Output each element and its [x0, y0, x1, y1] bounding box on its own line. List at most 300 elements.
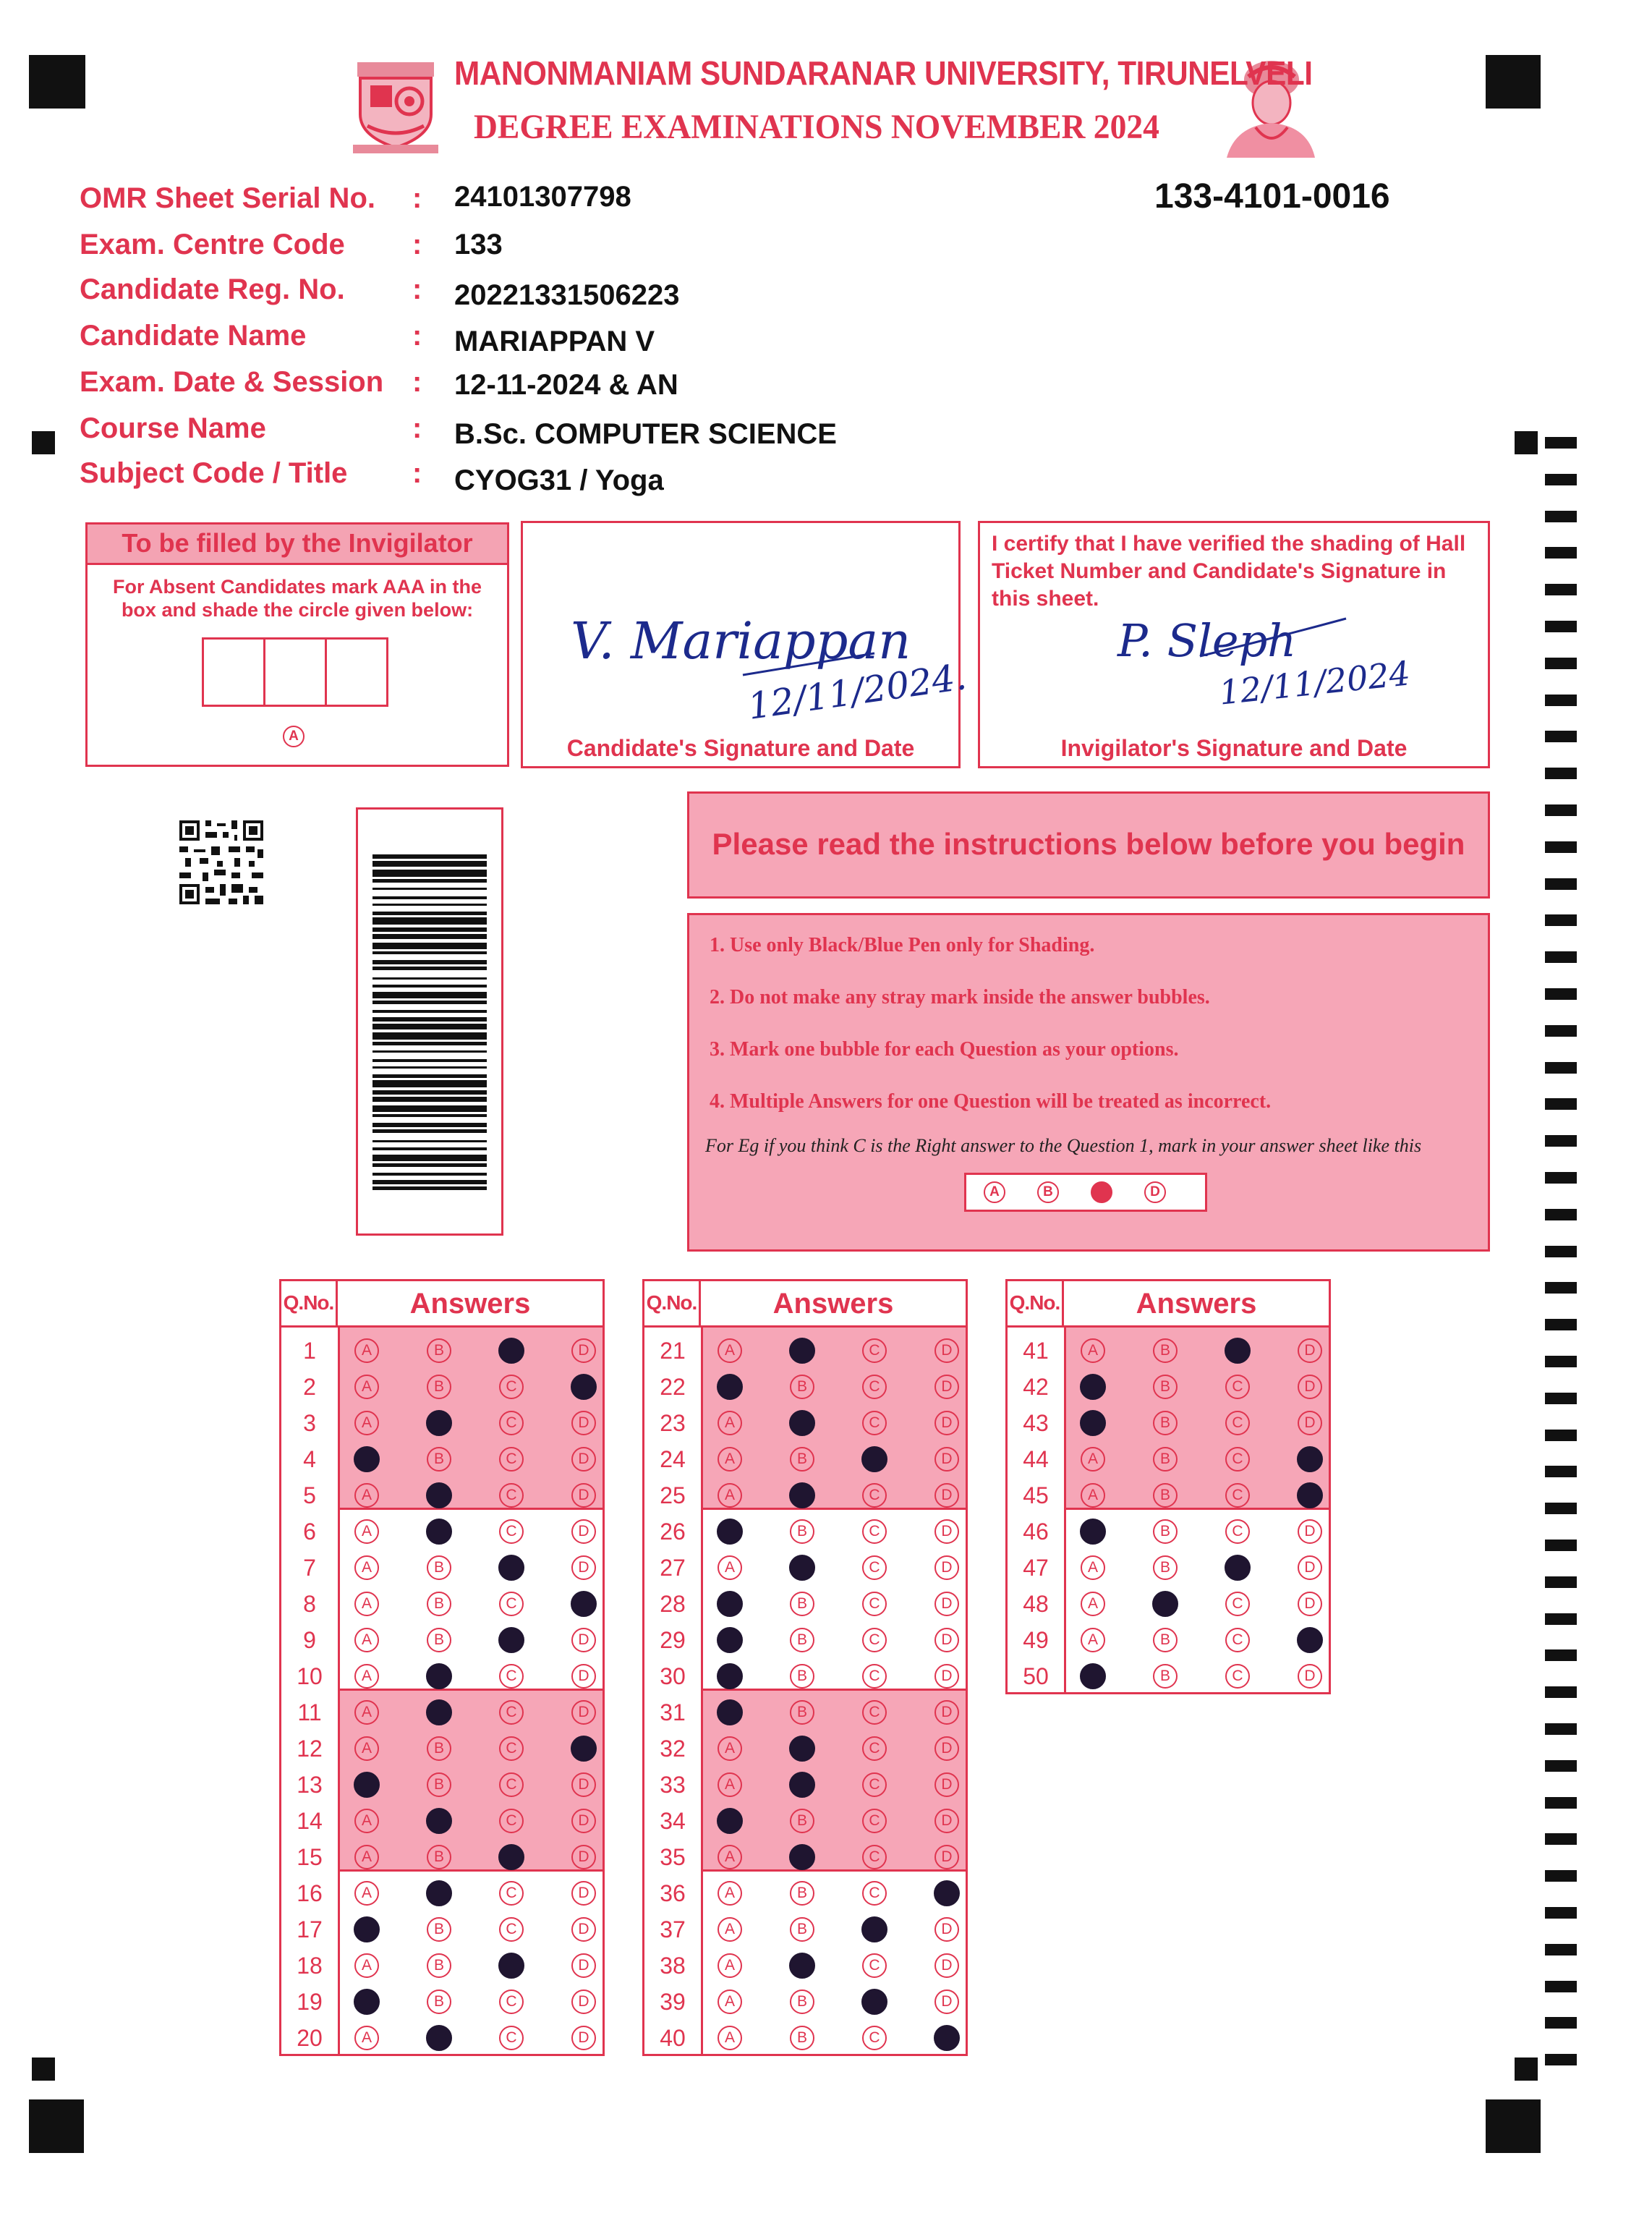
answer-bubble-q14-a[interactable]: A: [354, 1809, 379, 1833]
answer-bubble-q3-a[interactable]: A: [354, 1411, 379, 1435]
answer-bubble-q5-a[interactable]: A: [354, 1483, 379, 1508]
answer-bubble-q10-c[interactable]: C: [499, 1664, 524, 1689]
answer-bubble-q35-a[interactable]: A: [718, 1845, 742, 1869]
barcode-bar: [372, 888, 487, 890]
answer-bubble-q44-d[interactable]: [1297, 1446, 1323, 1472]
instruction-item: 4. Multiple Answers for one Question will be treated as incorrect.: [710, 1090, 1272, 1113]
question-number: 48: [1023, 1591, 1049, 1617]
answer-bubble-q44-b[interactable]: B: [1153, 1447, 1178, 1472]
answer-bubble-q45-a[interactable]: A: [1081, 1483, 1105, 1508]
barcode-bar: [372, 1123, 487, 1127]
answer-bubble-q11-b[interactable]: [426, 1699, 452, 1725]
instruction-item: 1. Use only Black/Blue Pen only for Shading.: [710, 934, 1095, 956]
answer-bubble-q46-a[interactable]: [1080, 1519, 1106, 1545]
barcode-bar: [372, 1066, 487, 1069]
timing-mark: [1545, 1649, 1577, 1661]
answer-bubble-q30-a[interactable]: [717, 1663, 743, 1689]
answer-bubble-q36-a[interactable]: A: [718, 1881, 742, 1906]
sheet-code: 133-4101-0016: [1154, 177, 1390, 216]
answer-bubble-q17-c[interactable]: C: [499, 1917, 524, 1942]
answer-bubble-q39-d[interactable]: D: [934, 1989, 959, 2014]
answer-bubble-q49-b[interactable]: B: [1153, 1628, 1178, 1652]
block-divider: [703, 1508, 966, 1510]
answer-bubble-q1-b[interactable]: B: [427, 1338, 451, 1363]
answer-bubble-q31-b[interactable]: B: [790, 1700, 814, 1725]
answer-bubble-q16-c[interactable]: C: [499, 1881, 524, 1906]
timing-mark: [1545, 1723, 1577, 1735]
answer-bubble-q24-b[interactable]: B: [790, 1447, 814, 1472]
answer-bubble-q31-a[interactable]: [717, 1699, 743, 1725]
barcode-bar: [372, 934, 487, 939]
question-number: 28: [660, 1591, 686, 1617]
answer-bubble-q7-a[interactable]: A: [354, 1555, 379, 1580]
answer-bubble-q20-c[interactable]: C: [499, 2026, 524, 2050]
timing-mark: [1545, 1135, 1577, 1147]
answer-bubble-q23-b[interactable]: [789, 1410, 815, 1436]
answer-bubble-q50-b[interactable]: B: [1153, 1664, 1178, 1689]
question-number: 15: [297, 1844, 323, 1870]
answer-bubble-q36-c[interactable]: C: [862, 1881, 887, 1906]
answer-bubble-q43-a[interactable]: [1080, 1410, 1106, 1436]
answer-bubble-q4-b[interactable]: B: [427, 1447, 451, 1472]
answer-bubble-q42-d[interactable]: D: [1298, 1375, 1322, 1399]
answer-bubble-q9-b[interactable]: B: [427, 1628, 451, 1652]
answer-bubble-q50-a[interactable]: [1080, 1663, 1106, 1689]
barcode-bar: [372, 1105, 487, 1112]
timing-mark: [1545, 1466, 1577, 1477]
barcode-bar: [372, 951, 487, 954]
answer-bubble-q26-d[interactable]: D: [934, 1519, 959, 1544]
answer-bubble-q40-d[interactable]: [934, 2025, 960, 2051]
answer-bubble-q48-d[interactable]: D: [1298, 1592, 1322, 1616]
answer-bubble-q3-d[interactable]: D: [571, 1411, 596, 1435]
answer-bubble-q47-c[interactable]: [1225, 1555, 1251, 1581]
barcode-bar: [372, 943, 487, 949]
answer-bubble-q44-c[interactable]: C: [1225, 1447, 1250, 1472]
answer-bubble-q33-d[interactable]: D: [934, 1772, 959, 1797]
answer-bubble-q44-a[interactable]: A: [1081, 1447, 1105, 1472]
question-number: 4: [303, 1446, 316, 1472]
answer-bubble-q21-c[interactable]: C: [862, 1338, 887, 1363]
question-number: 11: [297, 1699, 322, 1725]
answer-bubble-q26-a[interactable]: [717, 1519, 743, 1545]
info-label: Course Name: [80, 412, 266, 444]
answer-bubble-q41-a[interactable]: A: [1081, 1338, 1105, 1363]
answer-bubble-q23-d[interactable]: D: [934, 1411, 959, 1435]
absent-entry-box-3[interactable]: [325, 637, 388, 707]
answer-bubble-q35-c[interactable]: C: [862, 1845, 887, 1869]
timing-mark: [1545, 1833, 1577, 1845]
answer-bubble-q15-b[interactable]: B: [427, 1845, 451, 1869]
question-number: 45: [1023, 1482, 1049, 1508]
answer-bubble-q22-a[interactable]: [717, 1374, 743, 1400]
answer-bubble-q34-b[interactable]: B: [790, 1809, 814, 1833]
answer-bubble-q14-b[interactable]: [426, 1808, 452, 1834]
answer-bubble-q19-c[interactable]: C: [499, 1989, 524, 2014]
answer-bubble-q4-a[interactable]: [354, 1446, 380, 1472]
answer-bubble-q34-c[interactable]: C: [862, 1809, 887, 1833]
answer-bubble-q3-c[interactable]: C: [499, 1411, 524, 1435]
question-number: 39: [660, 1989, 686, 2015]
info-label: OMR Sheet Serial No.: [80, 182, 375, 214]
answer-bubble-q19-d[interactable]: D: [571, 1989, 596, 2014]
answer-bubble-q32-b[interactable]: [789, 1736, 815, 1762]
answer-bubble-q32-a[interactable]: A: [718, 1736, 742, 1761]
answer-bubble-q36-b[interactable]: B: [790, 1881, 814, 1906]
answer-bubble-q3-b[interactable]: [426, 1410, 452, 1436]
timing-mark: [1545, 1503, 1577, 1514]
question-number: 16: [297, 1880, 323, 1906]
answer-bubble-q11-c[interactable]: C: [499, 1700, 524, 1725]
answer-bubble-q16-b[interactable]: [426, 1880, 452, 1906]
barcode-bar: [372, 1114, 487, 1117]
answer-bubble-q45-d[interactable]: [1297, 1482, 1323, 1508]
answer-bubble-q45-c[interactable]: C: [1225, 1483, 1250, 1508]
absent-instruction-text: For Absent Candidates mark AAA in the box and shade the circle given below:: [112, 576, 482, 621]
barcode-bar: [372, 912, 487, 915]
answer-bubble-q26-c[interactable]: C: [862, 1519, 887, 1544]
answer-bubble-q25-b[interactable]: [789, 1482, 815, 1508]
answer-bubble-q5-b[interactable]: [426, 1482, 452, 1508]
answer-bubble-q8-a[interactable]: A: [354, 1592, 379, 1616]
info-value: B.Sc. COMPUTER SCIENCE: [454, 418, 837, 450]
answer-bubble-q23-c[interactable]: C: [862, 1411, 887, 1435]
answer-bubble-q5-c[interactable]: C: [499, 1483, 524, 1508]
answer-bubble-q14-d[interactable]: D: [571, 1809, 596, 1833]
info-colon: :: [412, 366, 422, 398]
answer-bubble-q16-a[interactable]: A: [354, 1881, 379, 1906]
answer-bubble-q17-b[interactable]: B: [427, 1917, 451, 1942]
answer-bubble-q34-d[interactable]: D: [934, 1809, 959, 1833]
answer-bubble-q43-d[interactable]: D: [1298, 1411, 1322, 1435]
answer-bubble-q33-c[interactable]: C: [862, 1772, 887, 1797]
barcode-bar: [372, 1180, 487, 1184]
answer-bubble-q46-d[interactable]: D: [1298, 1519, 1322, 1544]
answer-bubble-q45-b[interactable]: B: [1153, 1483, 1178, 1508]
answer-bubble-q31-c[interactable]: C: [862, 1700, 887, 1725]
answer-bubble-q32-c[interactable]: C: [862, 1736, 887, 1761]
barcode-bar: [372, 1140, 487, 1142]
answer-bubble-q31-d[interactable]: D: [934, 1700, 959, 1725]
answer-bubble-q16-d[interactable]: D: [571, 1881, 596, 1906]
answer-bubble-q22-c[interactable]: C: [862, 1375, 887, 1399]
timing-mark: [1545, 878, 1577, 890]
timing-mark: [1545, 658, 1577, 669]
answer-bubble-q28-d[interactable]: D: [934, 1592, 959, 1616]
barcode-bar: [372, 992, 487, 998]
answer-bubble-q36-d[interactable]: [934, 1880, 960, 1906]
answer-bubble-q25-a[interactable]: A: [718, 1483, 742, 1508]
answer-bubble-q2-b[interactable]: B: [427, 1375, 451, 1399]
answer-bubble-q13-c[interactable]: C: [499, 1772, 524, 1797]
question-number: 38: [660, 1953, 686, 1979]
registration-mark-bottom-left: [29, 2099, 84, 2153]
answer-bubble-q20-d[interactable]: D: [571, 2026, 596, 2050]
answer-bubble-q9-d[interactable]: D: [571, 1628, 596, 1652]
answer-bubble-q4-c[interactable]: C: [499, 1447, 524, 1472]
answer-bubble-q42-a[interactable]: [1080, 1374, 1106, 1400]
answer-bubble-q22-b[interactable]: B: [790, 1375, 814, 1399]
answer-bubble-q37-c[interactable]: [861, 1916, 887, 1942]
block-divider: [340, 1508, 603, 1510]
row-band: [340, 1328, 603, 1508]
info-value: CYOG31 / Yoga: [454, 464, 664, 496]
answer-bubble-q14-c[interactable]: C: [499, 1809, 524, 1833]
answer-bubble-q30-b[interactable]: B: [790, 1664, 814, 1689]
answer-bubble-q29-d[interactable]: D: [934, 1628, 959, 1652]
answer-bubble-q13-a[interactable]: [354, 1772, 380, 1798]
barcode-bar: [372, 1050, 487, 1053]
answer-bubble-q6-b[interactable]: [426, 1519, 452, 1545]
answer-bubble-q35-d[interactable]: D: [934, 1845, 959, 1869]
answer-bubble-q33-b[interactable]: [789, 1772, 815, 1798]
answer-bubble-q15-a[interactable]: A: [354, 1845, 379, 1869]
block-divider: [703, 1689, 966, 1691]
answer-bubble-q39-c[interactable]: [861, 1989, 887, 2015]
answer-bubble-q7-d[interactable]: D: [571, 1555, 596, 1580]
answer-bubble-q29-b[interactable]: B: [790, 1628, 814, 1652]
timing-mark: [1545, 768, 1577, 779]
answer-bubble-q18-a[interactable]: A: [354, 1953, 379, 1978]
absent-bubble[interactable]: A: [283, 726, 305, 747]
info-value: 12-11-2024 & AN: [454, 369, 678, 401]
answer-bubble-q1-a[interactable]: A: [354, 1338, 379, 1363]
answer-bubble-q43-b[interactable]: B: [1153, 1411, 1178, 1435]
answer-bubble-q40-c[interactable]: C: [862, 2026, 887, 2050]
answer-bubble-q37-a[interactable]: A: [718, 1917, 742, 1942]
answer-bubble-q2-c[interactable]: C: [499, 1375, 524, 1399]
row-band: [703, 1689, 966, 1870]
answer-bubble-q24-d[interactable]: D: [934, 1447, 959, 1472]
answer-bubble-q18-c[interactable]: [498, 1953, 524, 1979]
answer-bubble-q21-d[interactable]: D: [934, 1338, 959, 1363]
answer-bubble-q15-c[interactable]: [498, 1844, 524, 1870]
registration-mark-top-right: [1486, 55, 1541, 109]
timing-mark: [1545, 1870, 1577, 1882]
answer-bubble-q39-a[interactable]: A: [718, 1989, 742, 2014]
answer-bubble-q28-c[interactable]: C: [862, 1592, 887, 1616]
answer-bubble-q39-b[interactable]: B: [790, 1989, 814, 2014]
answer-bubble-q27-d[interactable]: D: [934, 1555, 959, 1580]
answer-bubble-q21-b[interactable]: [789, 1338, 815, 1364]
answer-bubble-q41-d[interactable]: D: [1298, 1338, 1322, 1363]
instruction-item: 2. Do not make any stray mark inside the answer bubbles.: [710, 986, 1210, 1008]
timing-mark: [1545, 731, 1577, 742]
answer-bubble-q29-c[interactable]: C: [862, 1628, 887, 1652]
answer-bubble-q13-b[interactable]: B: [427, 1772, 451, 1797]
question-number: 20: [297, 2025, 323, 2051]
question-number: 18: [297, 1953, 323, 1979]
timing-mark: [1545, 1944, 1577, 1955]
answer-bubble-q42-b[interactable]: B: [1153, 1375, 1178, 1399]
answer-bubble-q40-a[interactable]: A: [718, 2026, 742, 2050]
answer-bubble-q20-b[interactable]: [426, 2025, 452, 2051]
timing-mark: [1545, 951, 1577, 963]
question-number: 9: [303, 1627, 316, 1653]
answer-bubble-q19-a[interactable]: [354, 1989, 380, 2015]
block-divider: [340, 1689, 603, 1691]
barcode-bar: [372, 1129, 487, 1133]
answer-bubble-q47-d[interactable]: D: [1298, 1555, 1322, 1580]
answer-bubble-q12-b[interactable]: B: [427, 1736, 451, 1761]
answer-bubble-q38-d[interactable]: D: [934, 1953, 959, 1978]
info-colon: :: [412, 229, 422, 260]
answer-bubble-q12-a[interactable]: A: [354, 1736, 379, 1761]
timing-mark: [1545, 1393, 1577, 1404]
answer-bubble-q20-a[interactable]: A: [354, 2026, 379, 2050]
answer-bubble-q49-a[interactable]: A: [1081, 1628, 1105, 1652]
barcode-bar: [372, 861, 487, 867]
answer-bubble-q1-c[interactable]: [498, 1338, 524, 1364]
answer-bubble-q49-d[interactable]: [1297, 1627, 1323, 1653]
answer-bubble-q42-c[interactable]: C: [1225, 1375, 1250, 1399]
answer-bubble-q17-a[interactable]: [354, 1916, 380, 1942]
answer-bubble-q25-d[interactable]: D: [934, 1483, 959, 1508]
answer-bubble-q47-b[interactable]: B: [1153, 1555, 1178, 1580]
answer-bubble-q19-b[interactable]: B: [427, 1989, 451, 2014]
answer-bubble-q43-c[interactable]: C: [1225, 1411, 1250, 1435]
barcode-bar: [372, 985, 487, 988]
barcode-bar: [372, 1090, 487, 1095]
answer-bubble-q29-a[interactable]: [717, 1627, 743, 1653]
answer-bubble-q38-a[interactable]: A: [718, 1953, 742, 1978]
answer-bubble-q11-d[interactable]: D: [571, 1700, 596, 1725]
answer-bubble-q48-c[interactable]: C: [1225, 1592, 1250, 1616]
absent-entry-box-1[interactable]: [202, 637, 265, 707]
answer-bubble-q30-d[interactable]: D: [934, 1664, 959, 1689]
answer-bubble-q30-c[interactable]: C: [862, 1664, 887, 1689]
answer-bubble-q10-b[interactable]: [426, 1663, 452, 1689]
answer-bubble-q32-d[interactable]: D: [934, 1736, 959, 1761]
answer-bubble-q2-d[interactable]: [571, 1374, 597, 1400]
answer-bubble-q41-c[interactable]: [1225, 1338, 1251, 1364]
answer-bubble-q10-d[interactable]: D: [571, 1664, 596, 1689]
example-bubble-d: D: [1144, 1181, 1166, 1203]
answer-bubble-q5-d[interactable]: D: [571, 1483, 596, 1508]
answer-bubble-q38-b[interactable]: [789, 1953, 815, 1979]
question-number: 50: [1023, 1663, 1049, 1689]
barcode-bar: [372, 1010, 487, 1013]
question-number: 22: [660, 1374, 686, 1400]
question-number: 44: [1023, 1446, 1049, 1472]
answer-bubble-q50-d[interactable]: D: [1298, 1664, 1322, 1689]
answer-bubble-q46-c[interactable]: C: [1225, 1519, 1250, 1544]
answer-bubble-q18-d[interactable]: D: [571, 1953, 596, 1978]
timing-mark: [1545, 1981, 1577, 1992]
answer-bubble-q11-a[interactable]: A: [354, 1700, 379, 1725]
answer-bubble-q27-b[interactable]: [789, 1555, 815, 1581]
barcode-bar: [372, 967, 487, 970]
answer-bubble-q37-d[interactable]: D: [934, 1917, 959, 1942]
info-colon: :: [412, 182, 422, 214]
answer-bubble-q8-b[interactable]: B: [427, 1592, 451, 1616]
answer-bubble-q40-b[interactable]: B: [790, 2026, 814, 2050]
answer-bubble-q28-a[interactable]: [717, 1591, 743, 1617]
answer-bubble-q12-c[interactable]: C: [499, 1736, 524, 1761]
timing-mark: [1545, 1246, 1577, 1257]
answer-bubble-q34-a[interactable]: [717, 1808, 743, 1834]
answer-bubble-q9-c[interactable]: [498, 1627, 524, 1653]
answer-bubble-q15-d[interactable]: D: [571, 1845, 596, 1869]
answer-bubble-q13-d[interactable]: D: [571, 1772, 596, 1797]
question-number: 32: [660, 1736, 686, 1762]
question-number: 14: [297, 1808, 323, 1834]
answer-bubble-q8-c[interactable]: C: [499, 1592, 524, 1616]
answer-bubble-q47-a[interactable]: A: [1081, 1555, 1105, 1580]
answer-bubble-q21-a[interactable]: A: [718, 1338, 742, 1363]
answer-bubble-q48-b[interactable]: [1152, 1591, 1178, 1617]
answer-bubble-q48-a[interactable]: A: [1081, 1592, 1105, 1616]
answers-header: Answers: [338, 1281, 603, 1328]
answer-bubble-q41-b[interactable]: B: [1153, 1338, 1178, 1363]
answer-bubble-q12-d[interactable]: [571, 1736, 597, 1762]
answer-bubble-q27-a[interactable]: A: [718, 1555, 742, 1580]
answer-bubble-q28-b[interactable]: B: [790, 1592, 814, 1616]
answer-bubble-q6-a[interactable]: A: [354, 1519, 379, 1544]
answer-bubble-q26-b[interactable]: B: [790, 1519, 814, 1544]
answer-bubble-q8-d[interactable]: [571, 1591, 597, 1617]
answer-bubble-q10-a[interactable]: A: [354, 1664, 379, 1689]
answer-bubble-q46-b[interactable]: B: [1153, 1519, 1178, 1544]
timing-mark: [1545, 1098, 1577, 1110]
barcode: [372, 854, 487, 1190]
answer-bubble-q37-b[interactable]: B: [790, 1917, 814, 1942]
answer-bubble-q33-a[interactable]: A: [718, 1772, 742, 1797]
answer-bubble-q22-d[interactable]: D: [934, 1375, 959, 1399]
question-number: 5: [303, 1482, 316, 1508]
answer-bubble-q4-d[interactable]: D: [571, 1447, 596, 1472]
qr-code: [179, 820, 263, 904]
answer-bubble-q6-d[interactable]: D: [571, 1519, 596, 1544]
info-colon: :: [412, 320, 422, 352]
answer-bubble-q25-c[interactable]: C: [862, 1483, 887, 1508]
answer-bubble-q18-b[interactable]: B: [427, 1953, 451, 1978]
answers-header: Answers: [1064, 1281, 1329, 1328]
barcode-bar: [372, 977, 487, 980]
absent-entry-box-2[interactable]: [263, 637, 327, 707]
question-number: 26: [660, 1519, 686, 1545]
instructions-panel: [687, 913, 1490, 1252]
answer-bubble-q24-a[interactable]: A: [718, 1447, 742, 1472]
answer-bubble-q24-c[interactable]: [861, 1446, 887, 1472]
answer-bubble-q49-c[interactable]: C: [1225, 1628, 1250, 1652]
answer-bubble-q27-c[interactable]: C: [862, 1555, 887, 1580]
question-number: 25: [660, 1482, 686, 1508]
answer-bubble-q17-d[interactable]: D: [571, 1917, 596, 1942]
barcode-bar: [372, 1163, 487, 1167]
answer-bubble-q7-c[interactable]: [498, 1555, 524, 1581]
answer-bubble-q23-a[interactable]: A: [718, 1411, 742, 1435]
answer-bubble-q6-c[interactable]: C: [499, 1519, 524, 1544]
university-name: MANONMANIAM SUNDARANAR UNIVERSITY, TIRUNELVELI: [454, 54, 1313, 92]
answers-header: Answers: [701, 1281, 966, 1328]
question-number: 3: [303, 1410, 316, 1436]
answer-bubble-q7-b[interactable]: B: [427, 1555, 451, 1580]
question-number: 34: [660, 1808, 686, 1834]
answer-bubble-q9-a[interactable]: A: [354, 1628, 379, 1652]
question-number: 6: [303, 1519, 316, 1545]
answer-bubble-q2-a[interactable]: A: [354, 1375, 379, 1399]
timing-mark: [1545, 1025, 1577, 1037]
timing-mark: [1545, 1686, 1577, 1698]
answer-bubble-q50-c[interactable]: C: [1225, 1664, 1250, 1689]
answer-bubble-q38-c[interactable]: C: [862, 1953, 887, 1978]
question-number: 33: [660, 1772, 686, 1798]
barcode-bar: [372, 879, 487, 883]
answer-bubble-q1-d[interactable]: D: [571, 1338, 596, 1363]
info-value: 20221331506223: [454, 279, 680, 311]
answer-bubble-q35-b[interactable]: [789, 1844, 815, 1870]
